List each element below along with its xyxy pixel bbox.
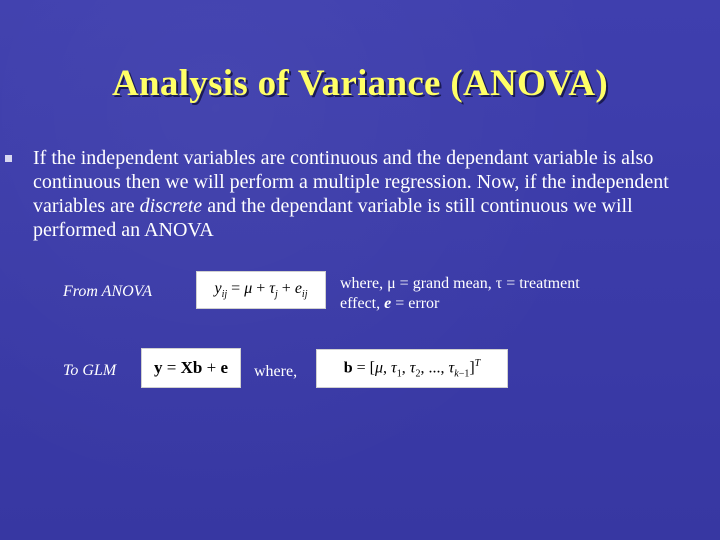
anova-equation: $y_{ij} = \mu + \tau_j + e_{ij}$ [196, 271, 326, 309]
where-note [340, 274, 710, 314]
from-anova-label: From ANOVA [63, 283, 153, 300]
bullet-text-part1: If the independent variables are continuous and the dependant variable is also continuous then we will perform a multiple regression. Now, if the independent variables are [33, 147, 669, 217]
where-note-prefix: effect, [340, 295, 385, 312]
bullet-text [33, 146, 713, 242]
where-note-line2 [340, 294, 710, 314]
where-label-2: where, [254, 363, 298, 380]
where-note-suffix: = error [391, 295, 440, 312]
slide-title: Analysis of Variance (ANOVA) [112, 63, 608, 104]
where-note-e: e [384, 295, 392, 312]
bullet-emphasis: discrete [139, 195, 203, 217]
glm-equation: y = Xb + e [141, 348, 241, 388]
where-note-line1: where, μ = grand mean, τ = treatment [340, 275, 580, 292]
to-glm-label: To GLM [63, 362, 117, 379]
b-vector-equation: b = [μ, $\tau_1$, $\tau_2$, ..., $\tau_{k-1}]^T$ [316, 349, 508, 388]
bullet-text-part2: and the dependant variable is still continuous we will performed an ANOVA [33, 195, 633, 241]
square-bullet-icon [5, 155, 12, 162]
